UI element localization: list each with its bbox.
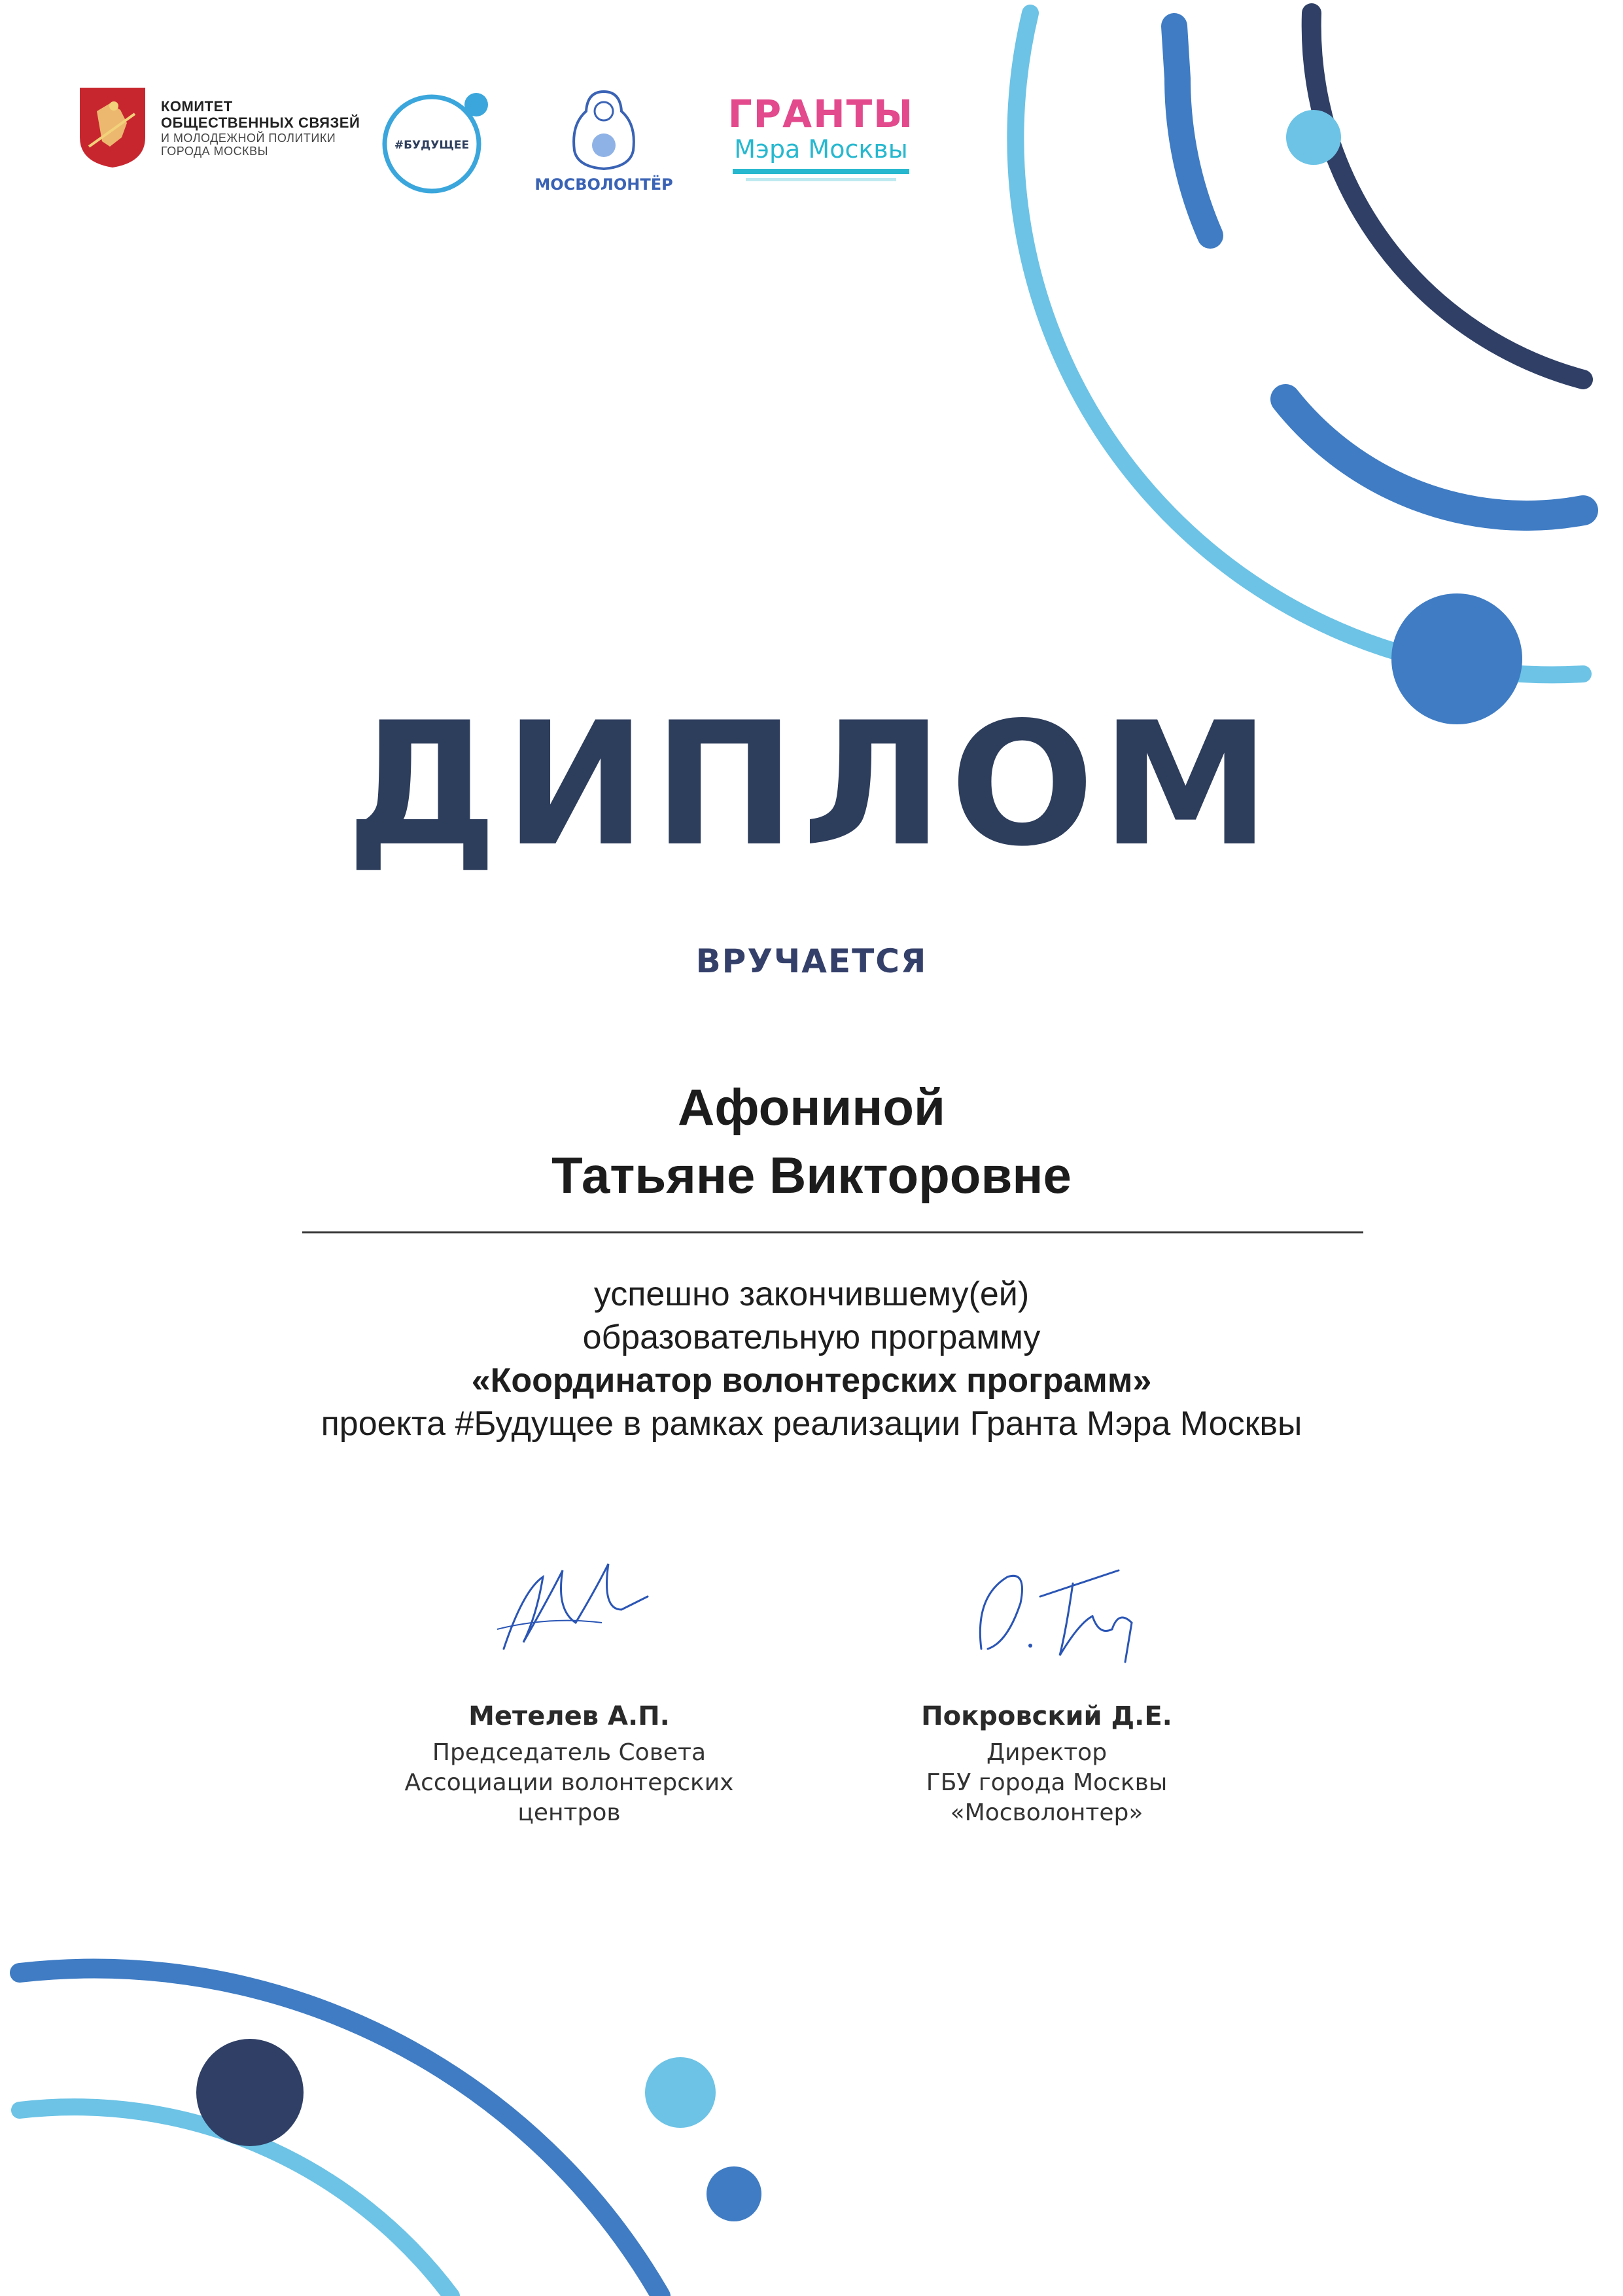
dot-dark-bottom — [196, 2039, 304, 2146]
granty-bar — [733, 169, 909, 174]
moscow-coat-of-arms-logo — [77, 85, 148, 169]
signer-role-line-1: Директор — [986, 1739, 1108, 1766]
arc-dark-top — [1312, 13, 1583, 380]
arc-mid-top — [1174, 26, 1210, 236]
dot-light-bottom — [645, 2057, 716, 2128]
dot-mid-bottom — [707, 2166, 761, 2221]
signer-name: Метелев А.П. — [468, 1701, 670, 1731]
mosvolonter-label: МОСВОЛОНТЁР — [534, 175, 673, 194]
signature-metelev — [484, 1551, 654, 1662]
arc-light-bottom — [20, 2107, 451, 2296]
dot-light-top — [1286, 110, 1341, 165]
granty-subtitle: Мэра Москвы — [734, 135, 908, 164]
granty-logo — [726, 92, 916, 190]
signer-role-line-2: ГБУ города Москвы — [926, 1769, 1168, 1796]
committee-line-3: И МОЛОДЕЖНОЙ ПОЛИТИКИ — [161, 131, 336, 145]
arc-mid-bottom — [20, 1969, 661, 2296]
committee-line-2: ОБЩЕСТВЕННЫХ СВЯЗЕЙ — [161, 115, 360, 132]
body-line-4: проекта #Будущее в рамках реализации Гранта Мэра Москвы — [321, 1405, 1302, 1443]
recipient-name — [0, 1073, 1623, 1209]
signer-pokrovsky — [870, 1701, 1223, 1828]
signer-role-line-2: Ассоциации волонтерских — [404, 1769, 734, 1796]
committee-line-4: ГОРОДА МОСКВЫ — [161, 145, 269, 158]
diploma-title: ДИПЛОМ — [346, 686, 1277, 884]
program-name: «Координатор волонтерских программ» — [471, 1362, 1152, 1400]
recipient-surname: Афониной — [678, 1078, 945, 1136]
body-line-1: успешно закончившему(ей) — [593, 1275, 1030, 1313]
body-line-2: образовательную программу — [582, 1318, 1041, 1356]
signature-pokrovsky — [968, 1557, 1164, 1669]
committee-name — [161, 98, 370, 158]
arc-light-large — [1015, 13, 1583, 675]
arc-mid-right — [1285, 399, 1583, 516]
granty-title: ГРАНТЫ — [727, 92, 915, 136]
budushee-label: #БУДУЩЕЕ — [394, 139, 470, 152]
recipient-given-names: Татьяне Викторовне — [551, 1146, 1072, 1204]
granty-bar-small — [746, 178, 896, 181]
name-underline — [302, 1231, 1363, 1233]
mosvolonter-logo — [529, 85, 679, 196]
diploma-body — [0, 1273, 1623, 1445]
signer-name: Покровский Д.Е. — [921, 1701, 1172, 1731]
signer-role-line-3: центров — [517, 1799, 621, 1826]
committee-line-1: КОМИТЕТ — [161, 98, 233, 115]
awarded-subtitle: ВРУЧАЕТСЯ — [695, 942, 928, 980]
signer-metelev — [366, 1701, 772, 1828]
signer-role-line-3: «Мосволонтер» — [950, 1799, 1143, 1826]
signer-role-line-1: Председатель Совета — [432, 1739, 707, 1766]
budushee-logo — [379, 85, 491, 196]
